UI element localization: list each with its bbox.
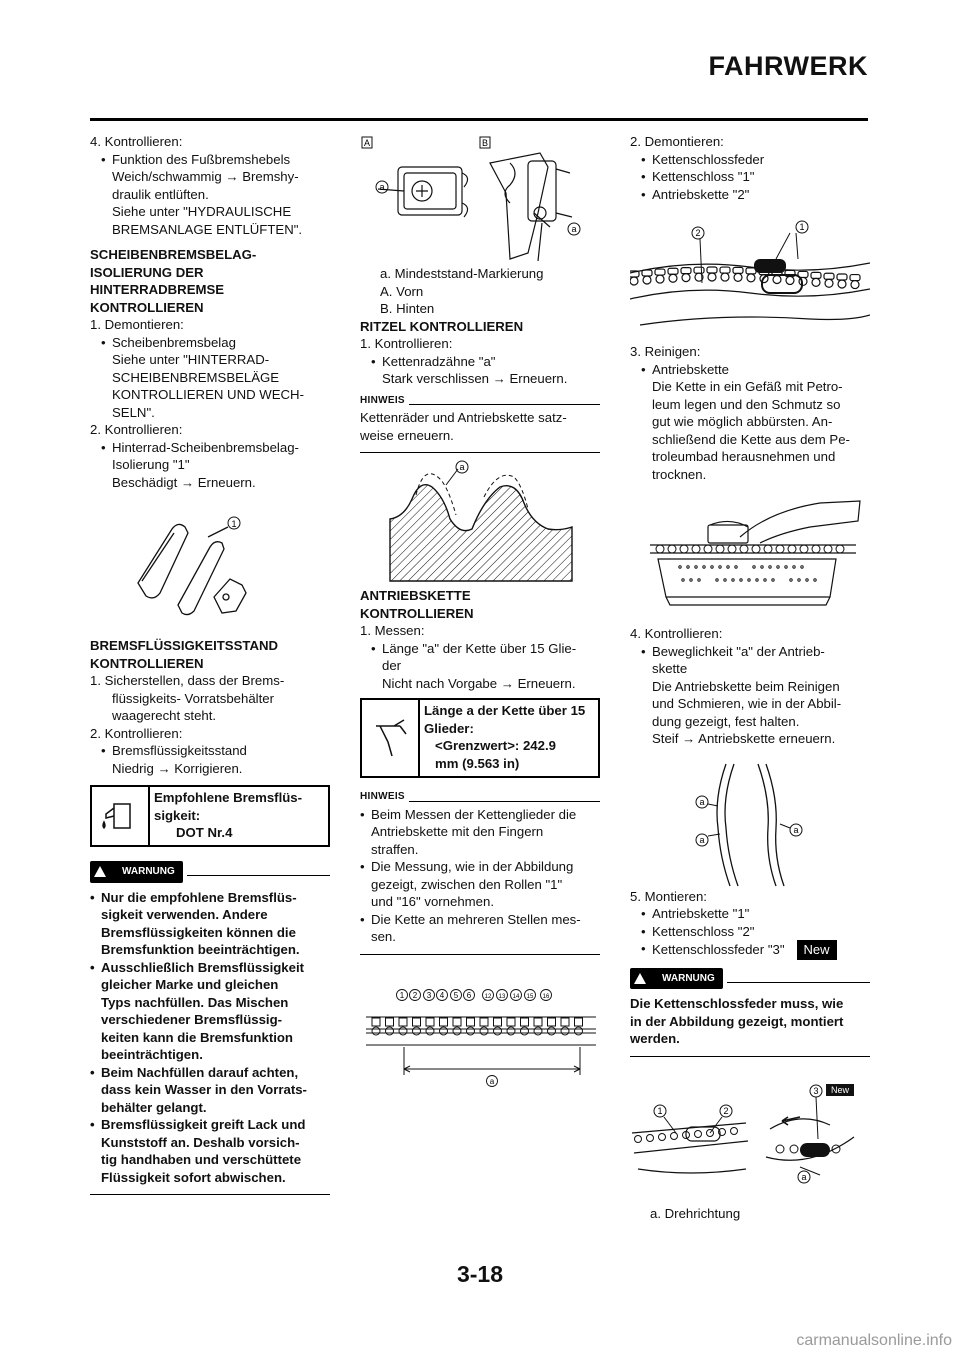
warning-bullet: • Beim Nachfüllen darauf achten,: [90, 1064, 330, 1082]
warning-icon: [634, 973, 646, 984]
section-heading: RITZEL KONTROLLIEREN: [360, 318, 524, 334]
spec-value: mm (9.563 in): [435, 755, 520, 771]
chain-roller-label: 13: [498, 993, 506, 1000]
warning-badge: [630, 968, 723, 990]
text-line: Antriebskette mit den Fingern: [371, 824, 544, 839]
sprocket-teeth-figure: [360, 459, 600, 587]
section-heading: ISOLIERUNG DER: [90, 264, 204, 280]
text-line: gut wie möglich abbürsten. An-: [652, 414, 833, 429]
bullet: • Antriebskette "1": [630, 905, 870, 923]
text-line: flüssigkeits- Vorratsbehälter: [112, 690, 274, 706]
step: 4. Kontrollieren:: [90, 134, 183, 149]
spec-label: sigkeit:: [154, 807, 201, 823]
bullet: • Kettenschloss "2": [630, 923, 870, 941]
legend-item: B. Hinten: [380, 301, 435, 316]
chain-roller-label: 14: [512, 993, 520, 1000]
section-heading: KONTROLLIEREN: [360, 605, 474, 621]
warning-bullet: • Nur die empfohlene Bremsflüs-: [90, 889, 330, 907]
brake-pad-insulator-figure: [90, 501, 330, 631]
bullet: • Funktion des Fußbremshebels: [90, 151, 330, 169]
text-line: Steif → Antriebskette erneuern.: [652, 731, 836, 746]
page-title: FAHRWERK: [708, 51, 868, 81]
section-heading: BREMSFLÜSSIGKEITSSTAND: [90, 638, 279, 653]
note-header: [360, 788, 600, 806]
text-line: beeinträchtigen.: [101, 1047, 203, 1062]
step: 2. Kontrollieren:: [90, 422, 183, 437]
chain-flexibility-figure: [630, 758, 870, 888]
figure-callout-label: a: [489, 1076, 495, 1086]
bullet: • Kettenradzähne "a": [360, 353, 600, 371]
text-line: tig handhaben und verschüttete: [101, 1152, 302, 1167]
figure-callout: 3: [813, 1085, 819, 1096]
warning-label: WARNUNG: [662, 972, 715, 984]
fluid-drop-icon: [92, 787, 150, 845]
text-line: leum legen und den Schmutz so: [652, 396, 841, 412]
step: 4. Kontrollieren:: [630, 626, 723, 641]
chain-roller-label: 15: [526, 993, 534, 1000]
step: 1. Kontrollieren:: [360, 336, 453, 351]
text-line: gleicher Marke und gleichen: [101, 977, 279, 992]
bullet: • Länge "a" der Kette über 15 Glie-: [360, 640, 600, 658]
text-line: troleumbad herausnehmen und: [652, 449, 836, 464]
text-line: dung gezeigt, fest halten.: [652, 713, 800, 729]
text-line: SCHEIBENBREMSBELÄGE: [112, 369, 280, 385]
note-text: weise erneuern.: [360, 427, 454, 443]
text-line: keiten kann die Bremsfunktion: [101, 1029, 293, 1045]
header-rule: [90, 118, 868, 121]
spec-value: <Grenzwert>: 242.9: [435, 738, 556, 753]
text-line: Kunststoff an. Deshalb vorsich-: [101, 1134, 300, 1150]
chain-roller-label: 4: [439, 990, 445, 1000]
chain-roller-label: 5: [453, 990, 459, 1000]
chain-links: [366, 1017, 596, 1075]
warning-bullet: • Bremsflüssigkeit greift Lack und: [90, 1116, 330, 1134]
figure-callout: a: [459, 462, 465, 472]
bullet: • Antriebskette: [630, 361, 870, 379]
step: 2. Demontieren:: [630, 134, 724, 149]
chain-joint-install-figure: [630, 1077, 870, 1187]
note-label: HINWEIS: [360, 791, 405, 802]
text-line: skette: [652, 661, 688, 676]
warning-bullet: • Ausschließlich Bremsflüssigkeit: [90, 959, 330, 977]
text-line: trocknen.: [652, 466, 707, 482]
warning-end-rule: [90, 1194, 330, 1195]
text-line: KONTROLLIEREN UND WECH-: [112, 387, 304, 402]
text-line: behälter gelangt.: [101, 1099, 207, 1115]
spec-value: DOT Nr.4: [176, 825, 233, 840]
spec-box: [90, 785, 330, 847]
text-line: BREMSANLAGE ENTLÜFTEN".: [112, 221, 303, 237]
text-line: Flüssigkeit sofort abwischen.: [101, 1169, 286, 1185]
bullet: • Hinterrad-Scheibenbremsbelag-: [90, 439, 330, 457]
section-heading: ANTRIEBSKETTE: [360, 588, 471, 603]
note-bullet: • Die Messung, wie in der Abbildung: [360, 858, 600, 876]
bullet: • Kettenschlossfeder: [630, 151, 870, 169]
step: 1. Demontieren:: [90, 317, 184, 332]
text-line: sen.: [371, 929, 396, 944]
text-line: Die Antriebskette beim Reinigen: [652, 678, 840, 694]
note-end-rule: [360, 954, 600, 955]
chain-roller-label: 1: [399, 990, 405, 1000]
figure-callout: 2: [695, 228, 701, 238]
note-end-rule: [360, 452, 600, 453]
legend-item: a. Drehrichtung: [650, 1205, 741, 1221]
warning-header: [630, 968, 870, 990]
warning-icon: [94, 866, 106, 877]
text-line: Bremsfunktion beeinträchtigen.: [101, 942, 300, 957]
warning-header: [90, 861, 330, 883]
figure-callout: a: [379, 182, 385, 192]
note-label: HINWEIS: [360, 394, 405, 406]
bullet: [630, 940, 870, 960]
text-line: gezeigt, zwischen den Rollen "1": [371, 876, 563, 892]
text-line: draulik entlüften.: [112, 186, 209, 202]
caliper-icon: [362, 700, 420, 776]
chain-roller-label: 12: [484, 993, 492, 1000]
column-3: [630, 133, 870, 1222]
spec-label: Glieder:: [424, 720, 474, 736]
bullet: • Beweglichkeit "a" der Antrieb-: [630, 643, 870, 661]
warning-text: in der Abbildung gezeigt, montiert: [630, 1013, 844, 1029]
brake-fluid-reservoir-figure: [360, 133, 600, 265]
text-line: Siehe unter "HINTERRAD-: [112, 352, 270, 367]
chain-roller-label: 6: [466, 990, 472, 1000]
new-badge: New: [830, 1084, 850, 1095]
figure-callout: a: [699, 796, 705, 807]
step: 5. Montieren:: [630, 888, 707, 904]
text-line: Niedrig → Korrigieren.: [112, 760, 243, 776]
column-2: [360, 133, 600, 1087]
figure-label: B: [481, 138, 489, 148]
warning-label: WARNUNG: [122, 866, 175, 877]
limit-spec-box: [360, 698, 600, 778]
text-line: SELN".: [112, 404, 155, 420]
text-line: dass kein Wasser in den Vorrats-: [101, 1082, 307, 1097]
text-line: schließend die Kette aus dem Pe-: [652, 431, 850, 447]
text-line: verschiedener Bremsflüssig-: [101, 1012, 283, 1027]
step: 1. Messen:: [360, 623, 425, 638]
legend-item: A. Vorn: [380, 283, 424, 299]
text-line: Bremsflüssigkeiten können die: [101, 924, 296, 940]
step: 3. Reinigen:: [630, 344, 701, 359]
figure-callout: a: [571, 224, 577, 234]
spec-label: Empfohlene Bremsflüs-: [154, 790, 303, 805]
text-line: Nicht nach Vorgabe → Erneuern.: [382, 675, 576, 691]
figure-callout: a: [793, 824, 799, 835]
figure-callout: a: [801, 1171, 807, 1182]
step: 1. Sicherstellen, dass der Brems-: [90, 673, 285, 688]
text-line: der: [382, 658, 402, 673]
text-line: Weich/schwammig → Bremshy-: [112, 169, 299, 184]
figure-callout: 2: [723, 1105, 729, 1116]
text-line: Siehe unter "HYDRAULISCHE: [112, 204, 292, 219]
warning-end-rule: [630, 1056, 870, 1057]
text-line: waagerecht steht.: [112, 708, 217, 723]
chain-roller-label: 3: [426, 990, 432, 1000]
chain-cleaning-figure: [630, 497, 870, 625]
spec-label: Länge a der Kette über 15: [424, 703, 586, 718]
section-heading: KONTROLLIEREN: [90, 655, 204, 671]
chain-roller-label: 2: [412, 990, 418, 1000]
text-line: und Schmieren, wie in der Abbil-: [652, 696, 842, 711]
watermark: carmanualsonline.info: [796, 1332, 952, 1349]
warning-text: werden.: [630, 1031, 680, 1046]
figure-callout: 1: [657, 1105, 663, 1116]
note-text: Kettenräder und Antriebskette satz-: [360, 410, 567, 425]
step: 2. Kontrollieren:: [90, 725, 183, 741]
new-badge: New: [797, 940, 837, 960]
figure-callout: a: [699, 834, 705, 845]
chain-length-figure: [360, 977, 600, 1087]
section-heading: SCHEIBENBREMSBELAG-: [90, 247, 257, 262]
bullet: • Bremsflüssigkeitsstand: [90, 742, 330, 760]
section-heading: HINTERRADBREMSE: [90, 282, 225, 297]
warning-badge: [90, 861, 183, 883]
figure-label: A: [363, 138, 371, 148]
bullet-text: Kettenschlossfeder "3": [652, 942, 785, 957]
figure-callout: 1: [799, 222, 805, 232]
page-number: 3-18: [456, 1261, 504, 1287]
legend-item: a. Mindeststand-Markierung: [380, 266, 544, 281]
text-line: Die Kette in ein Gefäß mit Petro-: [652, 379, 843, 394]
column-1: [90, 133, 330, 1195]
note-header: [360, 392, 600, 410]
chain-joint-removal-figure: [630, 203, 870, 343]
text-line: Beschädigt → Erneuern.: [112, 474, 256, 490]
note-bullet: • Beim Messen der Kettenglieder die: [360, 806, 600, 824]
bullet: • Kettenschloss "1": [630, 168, 870, 186]
note-bullet: • Die Kette an mehreren Stellen mes-: [360, 911, 600, 929]
bullet: • Antriebskette "2": [630, 186, 870, 204]
chain-roller-label: 16: [542, 993, 550, 1000]
text-line: Isolierung "1": [112, 457, 190, 472]
text-line: Stark verschlissen → Erneuern.: [382, 371, 568, 386]
text-line: straffen.: [371, 841, 419, 857]
text-line: Typs nachfüllen. Das Mischen: [101, 994, 289, 1010]
text-line: sigkeit verwenden. Andere: [101, 907, 268, 922]
text-line: und "16" vornehmen.: [371, 894, 495, 909]
warning-text: Die Kettenschlossfeder muss, wie: [630, 996, 844, 1011]
section-heading: KONTROLLIEREN: [90, 299, 204, 315]
bullet: • Scheibenbremsbelag: [90, 334, 330, 352]
figure-callout: 1: [231, 519, 237, 529]
